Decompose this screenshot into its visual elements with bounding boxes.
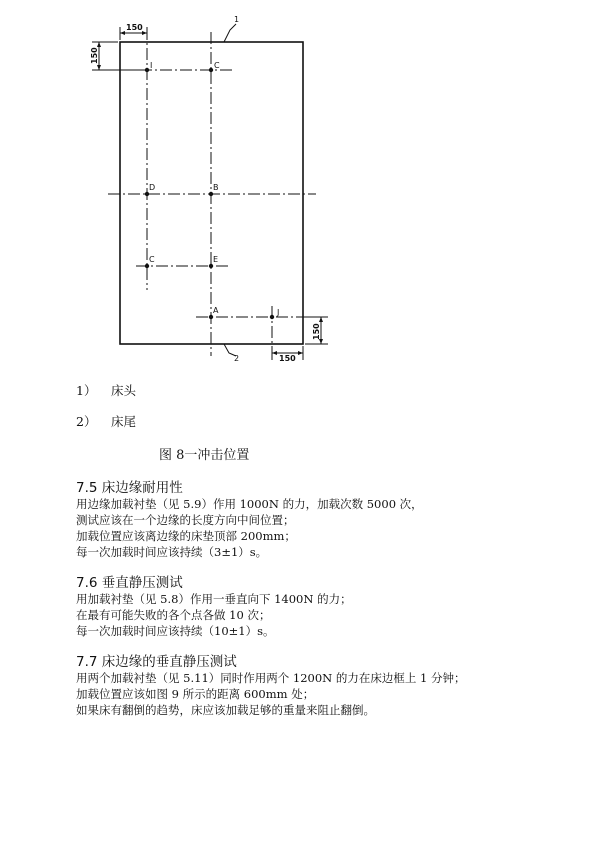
section-7-5-line: 每一次加载时间应该持续（3±1）s。 (76, 545, 268, 559)
figure-caption: 图 8一冲击位置 (159, 448, 250, 463)
label-j: J (277, 308, 280, 317)
section-7-5-heading: 7.5 床边缘耐用性 (76, 480, 183, 496)
note-1-number: 1） (76, 383, 97, 398)
label-c-top: C (214, 61, 220, 70)
note-1-text: 床头 (111, 383, 137, 398)
point-a (209, 315, 213, 319)
point-d (145, 192, 149, 196)
bed-impact-diagram (0, 0, 600, 380)
label-d: D (149, 183, 156, 192)
dim-right-label: 150 (312, 323, 321, 340)
section-7-5-body (76, 496, 423, 560)
point-e (209, 264, 213, 268)
label-a: A (213, 306, 219, 315)
label-i: I (150, 61, 153, 70)
section-7-7-line: 如果床有翻倒的趋势，床应该加载足够的重量来阻止翻倒。 (76, 703, 375, 717)
section-7-6-heading: 7.6 垂直静压测试 (76, 575, 183, 591)
section-7-7-line: 加载位置应该如图 9 所示的距离 600mm 处； (76, 687, 315, 701)
label-c-low: C (149, 255, 155, 264)
callout-2-label: 2 (234, 354, 240, 363)
note-2-number: 2） (76, 414, 97, 429)
section-7-7-body (76, 670, 466, 718)
label-b: B (213, 183, 219, 192)
section-7-6-line: 在最有可能失败的各个点各做 10 次； (76, 608, 271, 622)
dim-left-label: 150 (90, 47, 99, 64)
section-7-5-line: 测试应该在一个边缘的长度方向中间位置； (76, 513, 295, 527)
dim-bottom-label: 150 (279, 354, 296, 363)
leader-1 (224, 24, 236, 42)
section-7-6-line: 用加载衬垫（见 5.8）作用一垂直向下 1400N 的力； (76, 592, 352, 606)
point-c-low (145, 264, 149, 268)
label-e: E (213, 255, 219, 264)
point-j (270, 315, 274, 319)
note-2-text: 床尾 (111, 414, 137, 429)
section-7-7-heading: 7.7 床边缘的垂直静压测试 (76, 654, 237, 670)
callout-1-label: 1 (234, 15, 240, 24)
point-b (209, 192, 213, 196)
section-7-5-line: 加载位置应该离边缘的床垫顶部 200mm； (76, 529, 296, 543)
dim-top-label: 150 (126, 23, 143, 32)
section-7-6-line: 每一次加载时间应该持续（10±1）s。 (76, 624, 275, 638)
point-i (145, 68, 149, 72)
section-7-7-line: 用两个加载衬垫（见 5.11）同时作用两个 1200N 的力在床边框上 1 分钟； (76, 671, 466, 685)
point-c-top (209, 68, 213, 72)
section-7-6-body (76, 591, 352, 639)
section-7-5-line: 用边缘加载衬垫（见 5.9）作用 1000N 的力，加载次数 5000 次， (76, 497, 423, 511)
